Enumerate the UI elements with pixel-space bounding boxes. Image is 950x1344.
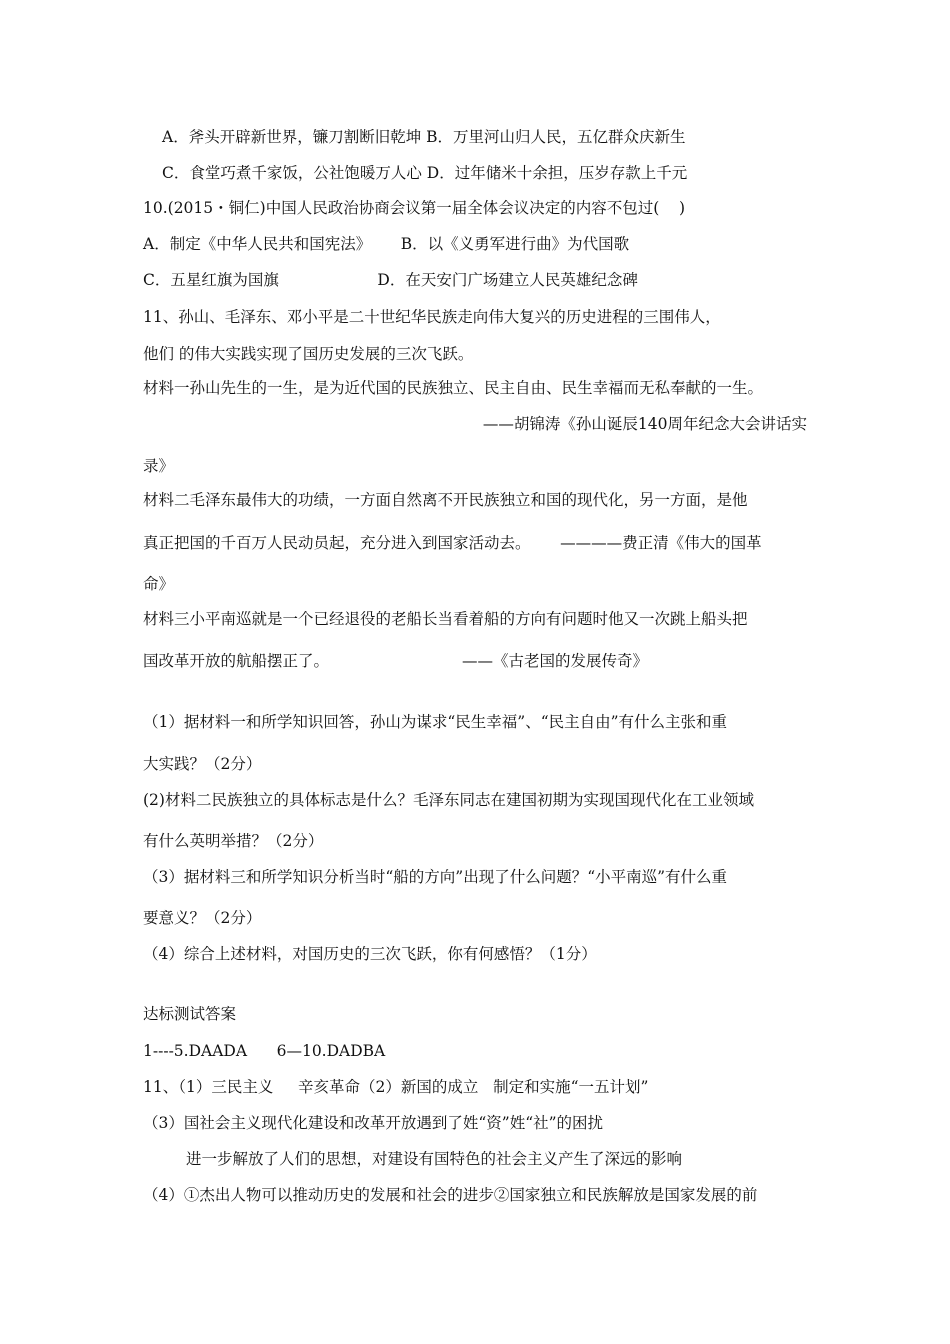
material-1-text: 材料一孙山先生的一生，是为近代国的民族独立、民主自由、民生幸福而无私奉献的一生。	[143, 379, 764, 397]
q10-options-ab: A．制定《中华人民共和国宪法》 B．以《义勇军进行曲》为代国歌	[143, 235, 630, 253]
sub-question-2-a: (2)材料二民族独立的具体标志是什么？毛泽东同志在建国初期为实现国现代化在工业领域	[143, 791, 754, 809]
material-2-line-1: 材料二毛泽东最伟大的功绩，一方面自然离不开民族独立和国的现代化，另一方面，是他	[143, 491, 748, 509]
material-3-line-2: 国改革开放的航船摆正了。 ——《古老国的发展传奇》	[143, 652, 649, 670]
sub-question-1-b: 大实践？（2分）	[143, 755, 262, 773]
sub-question-2-b: 有什么英明举措？（2分）	[143, 832, 324, 850]
q11-intro-line-1: 11、孙山、毛泽东、邓小平是二十世纪华民族走向伟大复兴的历史进程的三围伟人，	[143, 308, 721, 326]
sub-question-1-a: （1）据材料一和所学知识回答，孙山为谋求“民生幸福”、“民主自由”有什么主张和重	[143, 713, 728, 731]
q10-options-cd: C．五星红旗为国旗 D．在天安门广场建立人民英雄纪念碑	[143, 271, 638, 289]
material-2-line-2: 真正把国的千百万人民动员起，充分进入到国家活动去。 ————费正清《伟大的国革	[143, 534, 762, 552]
answer-11-line-4: （4）①杰出人物可以推动历史的发展和社会的进步②国家独立和民族解放是国家发展的前	[143, 1186, 758, 1204]
q9-option-row-1: A．斧头开辟新世界，镰刀割断旧乾坤 B．万里河山归人民，五亿群众庆新生	[162, 128, 686, 146]
answers-multiple-choice: 1----5.DAADA 6—10.DADBA	[143, 1042, 386, 1060]
material-1-source-end: 录》	[143, 457, 175, 475]
q10-stem: 10.(2015・铜仁)中国人民政治协商会议第一届全体会议决定的内容不包过( )	[143, 199, 685, 217]
q9-option-row-2: C．食堂巧煮千家饭，公社饱暖万人心 D．过年储米十余担，压岁存款上千元	[162, 164, 688, 182]
sub-question-3-a: （3）据材料三和所学知识分析当时“船的方向”出现了什么问题？“小平南巡”有什么重	[143, 868, 728, 886]
material-2-line-3: 命》	[143, 575, 175, 593]
sub-question-4: （4）综合上述材料，对国历史的三次飞跃，你有何感悟？（1分）	[143, 945, 597, 963]
material-3-line-1: 材料三小平南巡就是一个已经退役的老船长当看着船的方向有问题时他又一次跳上船头把	[143, 610, 748, 628]
answer-11-line-1: 11、（1）三民主义 辛亥革命（2）新国的成立 制定和实施“一五计划”	[143, 1078, 649, 1096]
material-1-source: ——胡锦涛《孙山诞辰140周年纪念大会讲话实	[482, 415, 807, 433]
answers-heading: 达标测试答案	[143, 1005, 237, 1023]
answer-11-line-3: 进一步解放了人们的思想，对建设有国特色的社会主义产生了深远的影响	[186, 1150, 683, 1168]
answer-11-line-2: （3）国社会主义现代化建设和改革开放遇到了姓“资”姓“社”的困扰	[143, 1114, 604, 1132]
q11-intro-line-2: 他们 的伟大实践实现了国历史发展的三次飞跃。	[143, 345, 474, 363]
sub-question-3-b: 要意义？（2分）	[143, 909, 262, 927]
